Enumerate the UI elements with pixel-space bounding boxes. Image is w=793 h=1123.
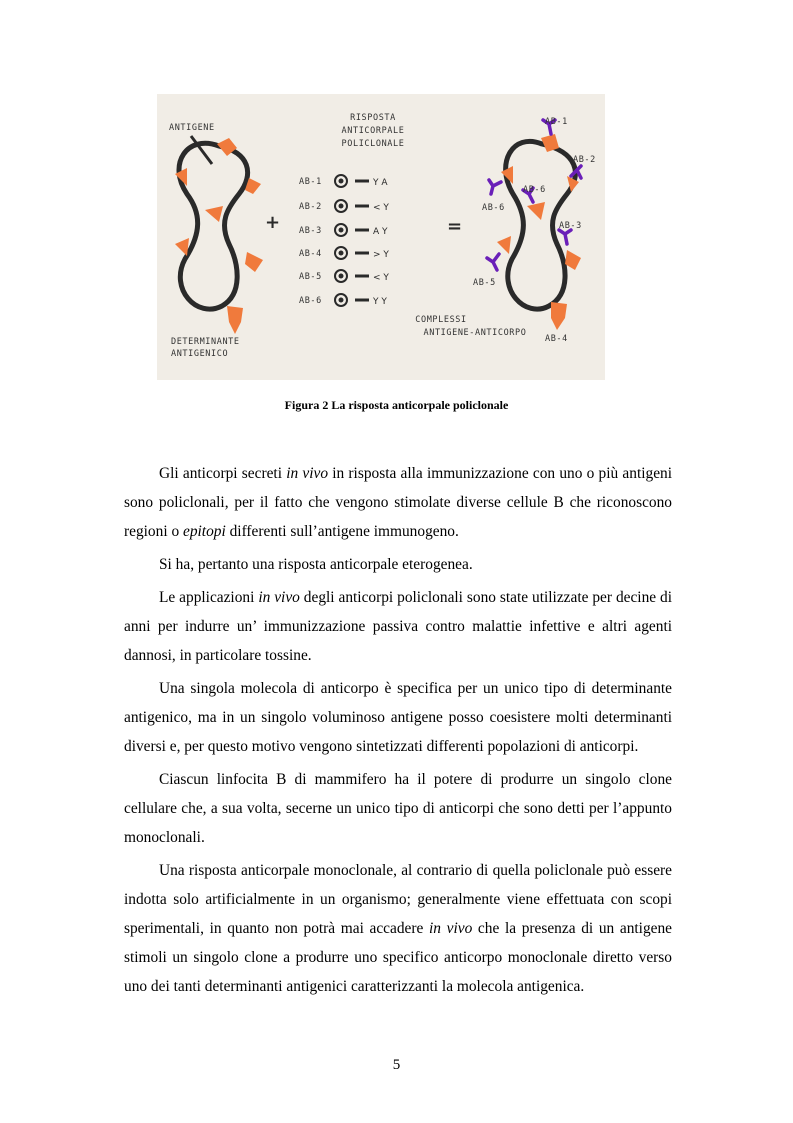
determinant-shape (227, 306, 243, 334)
paragraph-6 (124, 856, 672, 1001)
italic-term: in vivo (429, 920, 473, 937)
right-label-ab6b: AB-6 (482, 203, 505, 213)
ab-row-5 (299, 270, 389, 283)
svg-text:< Y: < Y (373, 203, 389, 213)
left-antigen-outline (179, 143, 248, 309)
figure-caption: Figura 2 La risposta anticorpale policlonale (284, 398, 509, 412)
ab-row-6 (299, 294, 387, 307)
right-label-ab3: AB-3 (559, 221, 582, 231)
text-run: che la presenza di un antigene stimoli un singolo clone a produrre uno specifico anticorpo monoclonale diretto verso uno dei tanti determinanti antigenici caratterizzanti la molecola antigenica. (124, 920, 673, 995)
ab-rows (299, 175, 389, 307)
antibody-shape (489, 180, 501, 194)
ab-row-label: AB-6 (299, 296, 322, 306)
page-number: 5 (392, 1057, 401, 1073)
determinant-shape (527, 202, 545, 220)
determinant-shape (245, 252, 263, 272)
equals-sign: = (447, 216, 463, 237)
determinant-shape (175, 238, 189, 256)
right-label-ab5: AB-5 (473, 278, 496, 288)
title-line-3: POLICLONALE (341, 139, 405, 149)
svg-text:Y Y: Y Y (373, 297, 387, 307)
ab-row-label: AB-1 (299, 177, 322, 187)
ab-row-3 (299, 224, 388, 237)
text-run: Si ha, pertanto una risposta anticorpale eterogenea. (159, 556, 473, 573)
antigene-pointer (191, 136, 212, 164)
ab-row-1 (299, 175, 388, 188)
text-run: degli anticorpi policlonali sono state utilizzate per decine di anni per indurre un’ immunizzazione passiva contro malattie infettive e altri agenti dannosi, in particolare tossine. (124, 589, 673, 664)
ab-row-2 (299, 200, 389, 213)
body-text (124, 459, 672, 1005)
svg-text:< Y: < Y (373, 273, 389, 283)
antibody-shape (487, 254, 499, 270)
svg-text:> Y: > Y (373, 250, 389, 260)
text-run: differenti sull’antigene immunogeno. (225, 523, 459, 540)
right-label-ab2: AB-2 (573, 155, 596, 165)
antibody-shape (559, 230, 571, 244)
text-run: Le applicazioni (159, 589, 259, 606)
polyclonal-response-figure (157, 94, 605, 380)
plus-sign: + (265, 212, 281, 233)
ab-row-4 (299, 247, 389, 260)
complessi-label-line1: COMPLESSI (415, 315, 467, 325)
determinant-shape (551, 302, 567, 330)
ab-row-label: AB-5 (299, 272, 322, 282)
paragraph-5 (124, 765, 672, 852)
complessi-label-line2: ANTIGENE-ANTICORPO (423, 328, 527, 338)
italic-term: epitopi (183, 523, 226, 540)
paragraph-1 (124, 459, 672, 546)
text-run: Gli anticorpi secreti (159, 465, 287, 482)
right-label-ab4: AB-4 (545, 334, 568, 344)
paragraph-3 (124, 583, 672, 670)
ab-row-label: AB-4 (299, 249, 322, 259)
paragraph-4 (124, 674, 672, 761)
title-line-1: RISPOSTA (350, 113, 396, 123)
title-line-2: ANTICORPALE (341, 126, 405, 136)
text-run: Una singola molecola di anticorpo è specifica per un unico tipo di determinante antigenico, ma in un singolo voluminoso antigene posso coesistere molti determinanti diversi e, per questo motivo vengono sintetizzati differenti popolazioni di anticorpi. (124, 680, 672, 755)
paragraph-2 (124, 550, 672, 579)
text-run: Ciascun linfocita B di mammifero ha il potere di produrre un singolo clone cellulare che, a sua volta, secerne un unico tipo di anticorpi che sono detti per l’appunto monoclonali. (124, 771, 672, 846)
ab-row-label: AB-3 (299, 226, 322, 236)
determinante-label-line1: DETERMINANTE (171, 337, 240, 347)
svg-text:A Y: A Y (373, 227, 388, 237)
determinant-shape (205, 206, 223, 222)
determinant-shape (565, 250, 581, 270)
determinante-label-line2: ANTIGENICO (171, 349, 229, 359)
italic-term: in vivo (258, 589, 300, 606)
right-label-ab6a: AB-6 (523, 185, 546, 195)
right-label-ab1: AB-1 (545, 117, 568, 127)
ab-row-label: AB-2 (299, 202, 322, 212)
figure-illustration (157, 94, 605, 380)
left-determinants (175, 138, 263, 334)
text-run: in risposta alla immunizzazione con uno o più antigeni sono policlonali, per il fatto che vengono stimolate diverse cellule B che riconoscono regioni o (124, 465, 672, 540)
italic-term: in vivo (286, 465, 329, 482)
determinant-shape (497, 236, 511, 254)
text-run: Una risposta anticorpale monoclonale, al contrario di quella policlonale può essere indotta solo artificialmente in un organismo; generalmente viene effettuata con scopi sperimentali, in quanto non potrà mai accadere (124, 862, 672, 937)
antigene-label: ANTIGENE (169, 123, 215, 133)
svg-text:Y A: Y A (373, 178, 388, 188)
